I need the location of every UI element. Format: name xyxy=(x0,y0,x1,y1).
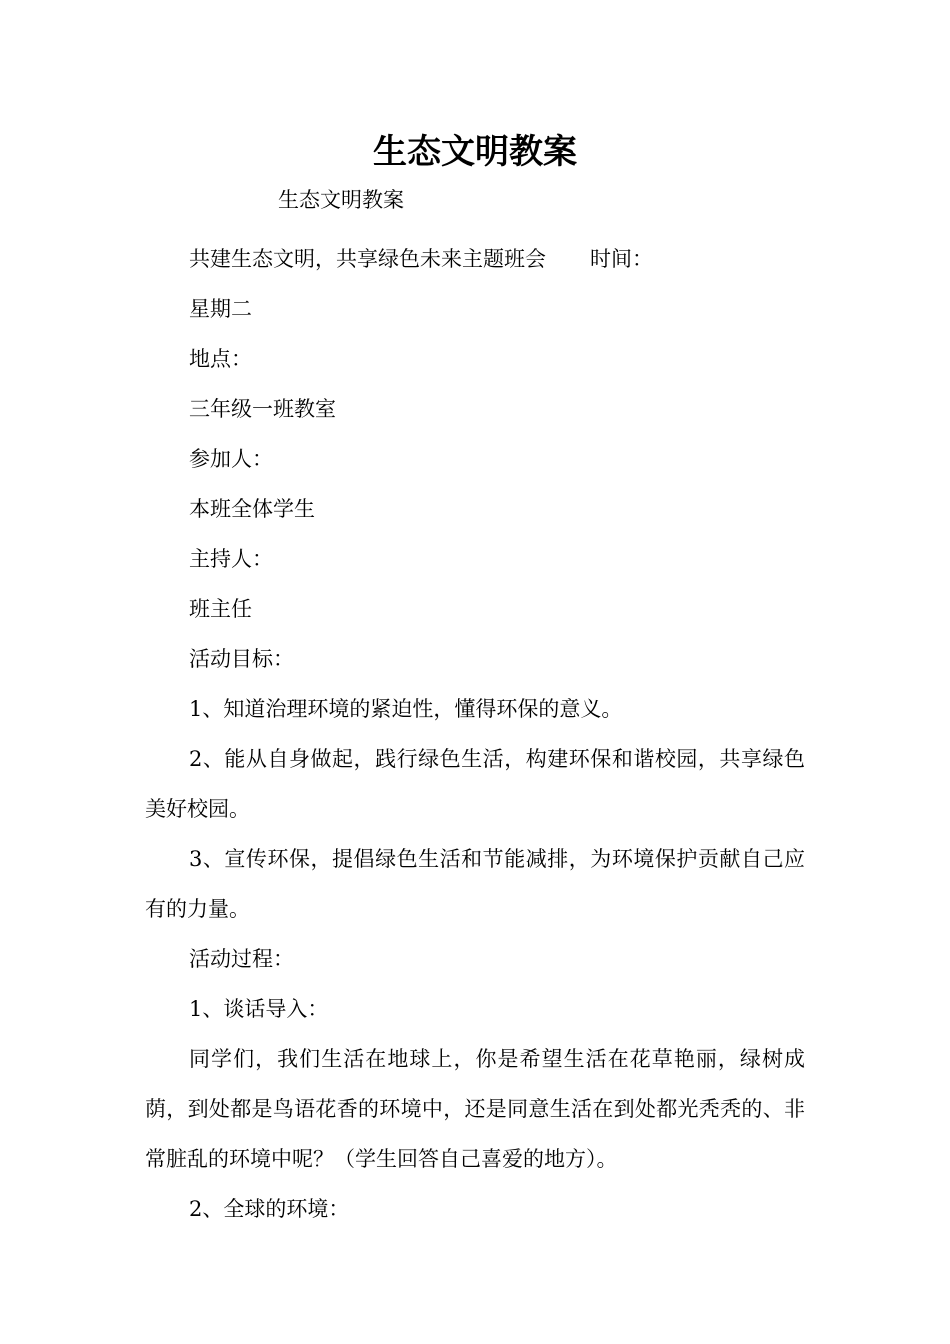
paragraph: 班主任 xyxy=(189,597,252,621)
document-title: 生态文明教案 xyxy=(373,132,577,172)
paragraph: 地点： xyxy=(189,347,252,371)
paragraph: 同学们，我们生活在地球上，你是希望生活在花草艳丽，绿树成荫，到处都是鸟语花香的环境中，还是同意生活在到处都光秃秃的、非常脏乱的环境中呢？（学生回答自己喜爱的地方）。 xyxy=(145,1047,805,1171)
paragraph: 主持人： xyxy=(189,547,273,571)
paragraph: 星期二 xyxy=(189,297,252,321)
paragraph: 活动目标： xyxy=(189,647,294,671)
paragraph: 2、全球的环境： xyxy=(189,1197,350,1221)
document-body xyxy=(145,234,805,1234)
paragraph: 1、谈话导入： xyxy=(189,997,329,1021)
theme-text: 共建生态文明，共享绿色未来主题班会 xyxy=(189,247,546,271)
paragraph: 2、能从自身做起，践行绿色生活，构建环保和谐校园，共享绿色美好校园。 xyxy=(145,747,805,821)
paragraph: 3、宣传环保，提倡绿色生活和节能减排，为环境保护贡献自己应有的力量。 xyxy=(145,847,805,921)
time-label: 时间： xyxy=(590,247,653,271)
document-subtitle: 生态文明教案 xyxy=(278,188,404,212)
paragraph: 1、知道治理环境的紧迫性，懂得环保的意义。 xyxy=(189,697,623,721)
paragraph: 本班全体学生 xyxy=(189,497,315,521)
paragraph: 参加人： xyxy=(189,447,273,471)
paragraph: 三年级一班教室 xyxy=(189,397,336,421)
paragraph: 活动过程： xyxy=(189,947,294,971)
theme-line xyxy=(145,234,805,284)
